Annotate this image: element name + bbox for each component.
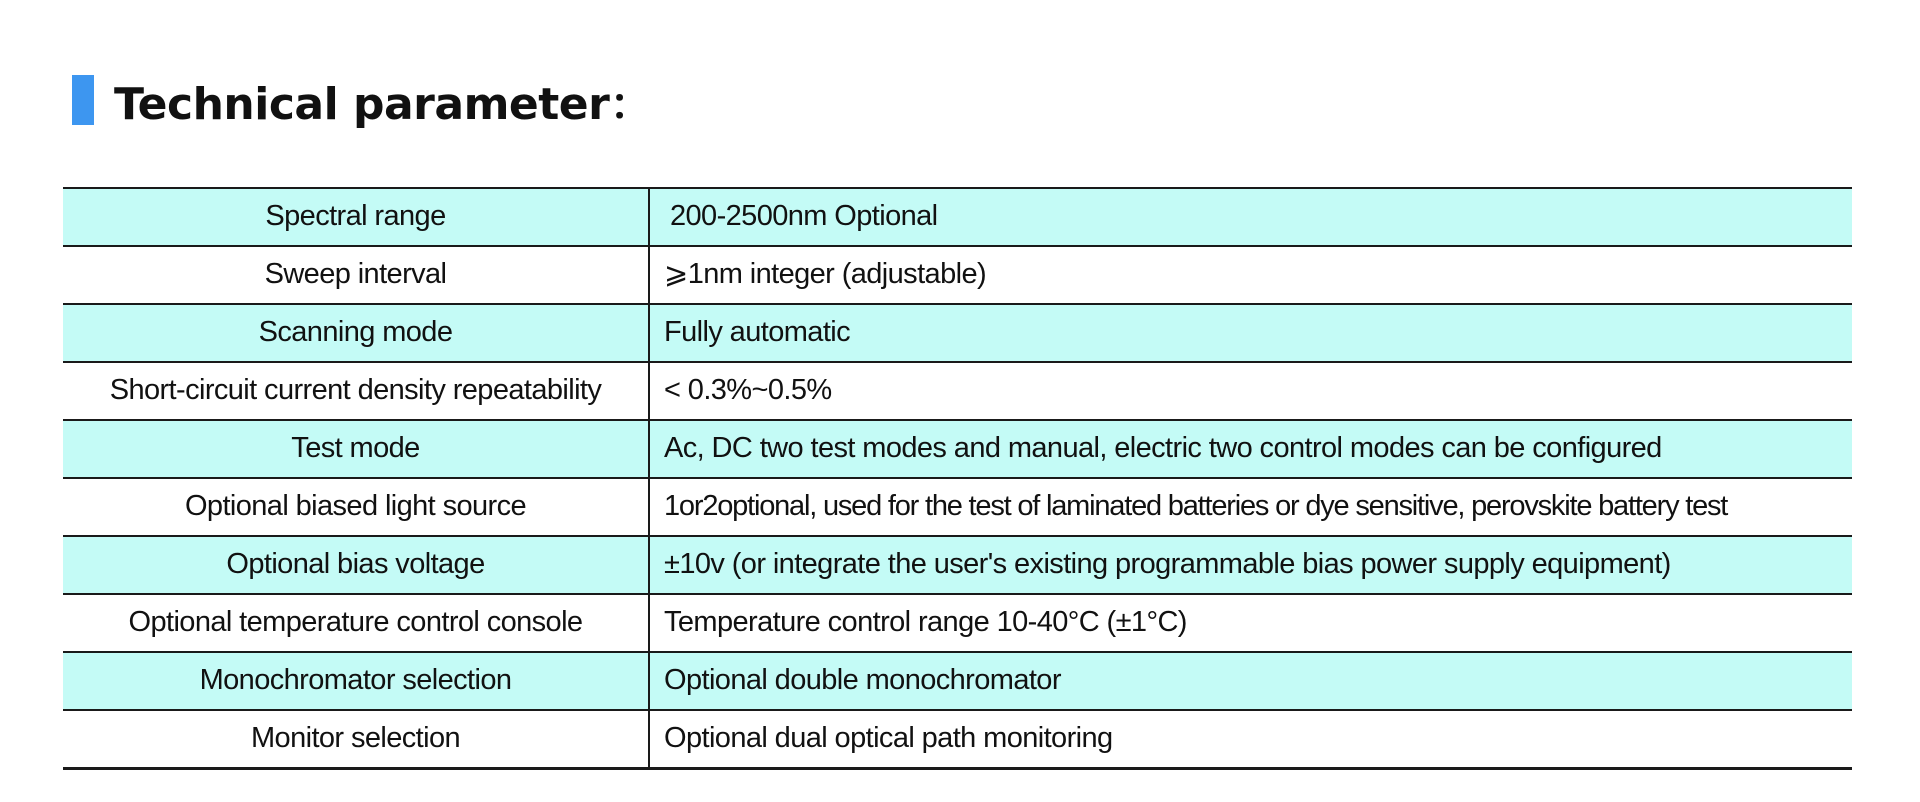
section-heading — [72, 74, 653, 130]
table-row — [63, 478, 1852, 536]
parameter-name: Monitor selection — [63, 710, 649, 768]
parameter-value: < 0.3%~0.5% — [649, 362, 1852, 420]
parameter-name: Scanning mode — [63, 304, 649, 362]
parameter-name: Optional temperature control console — [63, 594, 649, 652]
table-row — [63, 536, 1852, 594]
table-row — [63, 420, 1852, 478]
table-row — [63, 652, 1852, 710]
parameter-name: Sweep interval — [63, 246, 649, 304]
table-row — [63, 246, 1852, 304]
heading-accent-bar — [72, 75, 94, 125]
parameter-name: Optional biased light source — [63, 478, 649, 536]
parameter-value: ⩾1nm integer (adjustable) — [649, 246, 1852, 304]
parameter-value: ±10v (or integrate the user's existing programmable bias power supply equipment) — [649, 536, 1852, 594]
parameter-name: Short-circuit current density repeatability — [63, 362, 649, 420]
table-row — [63, 304, 1852, 362]
table-row — [63, 710, 1852, 768]
parameter-value: Optional dual optical path monitoring — [649, 710, 1852, 768]
technical-parameter-table — [63, 187, 1852, 770]
parameter-name: Spectral range — [63, 188, 649, 246]
parameter-value: Temperature control range 10-40°C (±1°C) — [649, 594, 1852, 652]
parameter-value: 1or2optional, used for the test of laminated batteries or dye sensitive, perovskite battery test — [649, 478, 1852, 536]
parameter-value: Fully automatic — [649, 304, 1852, 362]
table-row — [63, 362, 1852, 420]
table-row — [63, 188, 1852, 246]
heading-title: Technical parameter： — [114, 79, 653, 130]
parameter-name: Test mode — [63, 420, 649, 478]
parameter-name: Monochromator selection — [63, 652, 649, 710]
parameter-name: Optional bias voltage — [63, 536, 649, 594]
parameter-value: 200-2500nm Optional — [649, 188, 1852, 246]
table-row — [63, 594, 1852, 652]
parameter-value: Ac, DC two test modes and manual, electric two control modes can be configured — [649, 420, 1852, 478]
parameter-value: Optional double monochromator — [649, 652, 1852, 710]
